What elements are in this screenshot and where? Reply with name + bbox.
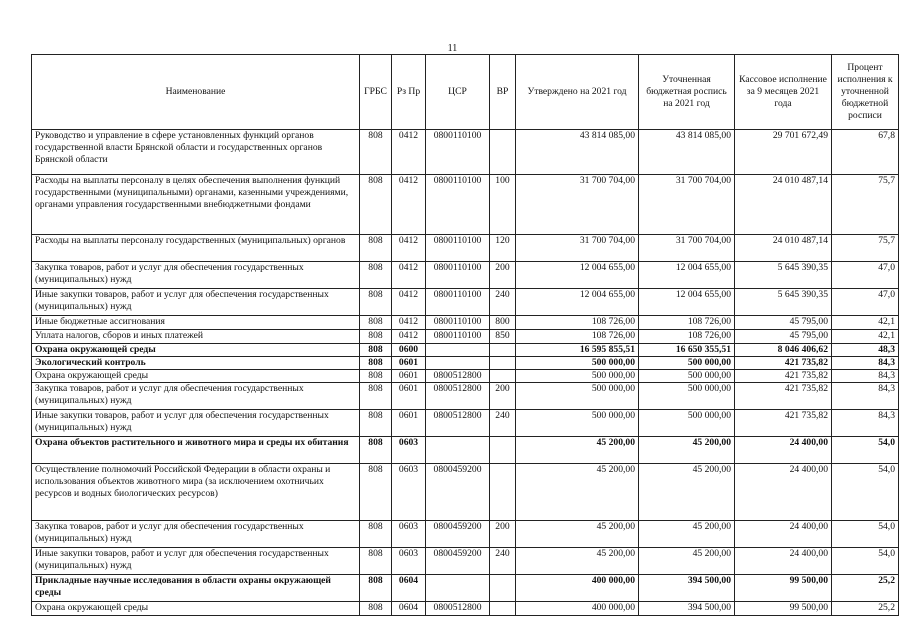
- row-refined: 12 004 655,00: [639, 289, 735, 316]
- row-grbs: 808: [360, 370, 392, 383]
- row-percent: 84,3: [832, 357, 899, 370]
- row-vr: 200: [490, 521, 516, 548]
- row-grbs: 808: [360, 602, 392, 616]
- row-vr: 240: [490, 548, 516, 575]
- row-cash: 5 645 390,35: [735, 289, 832, 316]
- row-approved: 45 200,00: [516, 437, 639, 464]
- row-refined: 394 500,00: [639, 602, 735, 616]
- table-row: [32, 602, 899, 616]
- row-approved: 45 200,00: [516, 548, 639, 575]
- row-refined: 500 000,00: [639, 383, 735, 410]
- row-approved: 400 000,00: [516, 602, 639, 616]
- table-row: [32, 130, 899, 175]
- row-refined: 45 200,00: [639, 521, 735, 548]
- row-cash: 8 046 406,62: [735, 344, 832, 357]
- row-refined: 43 814 085,00: [639, 130, 735, 175]
- row-csr: [426, 437, 490, 464]
- row-refined: 31 700 704,00: [639, 175, 735, 235]
- row-grbs: 808: [360, 330, 392, 344]
- table-row: [32, 330, 899, 344]
- header-csr: ЦСР: [426, 55, 490, 130]
- row-percent: 67,8: [832, 130, 899, 175]
- row-name: Закупка товаров, работ и услуг для обеспечения государственных (муниципальных) нужд: [32, 383, 360, 410]
- row-percent: 42,1: [832, 330, 899, 344]
- row-csr: 0800459200: [426, 464, 490, 521]
- header-row: [32, 55, 899, 130]
- row-refined: 12 004 655,00: [639, 262, 735, 289]
- row-csr: 0800512800: [426, 383, 490, 410]
- row-vr: 100: [490, 175, 516, 235]
- row-vr: 240: [490, 410, 516, 437]
- row-vr: [490, 357, 516, 370]
- row-percent: 54,0: [832, 464, 899, 521]
- row-percent: 84,3: [832, 370, 899, 383]
- row-rzpr: 0603: [392, 521, 426, 548]
- row-rzpr: 0601: [392, 370, 426, 383]
- header-vr: ВР: [490, 55, 516, 130]
- row-name: Иные бюджетные ассигнования: [32, 316, 360, 330]
- table-row: [32, 464, 899, 521]
- row-approved: 108 726,00: [516, 316, 639, 330]
- row-name: Прикладные научные исследования в области охраны окружающей среды: [32, 575, 360, 602]
- row-refined: 45 200,00: [639, 437, 735, 464]
- row-grbs: 808: [360, 130, 392, 175]
- row-vr: 850: [490, 330, 516, 344]
- row-name: Охрана окружающей среды: [32, 370, 360, 383]
- row-csr: 0800459200: [426, 521, 490, 548]
- row-approved: 45 200,00: [516, 521, 639, 548]
- row-percent: 54,0: [832, 521, 899, 548]
- row-vr: [490, 344, 516, 357]
- row-grbs: 808: [360, 262, 392, 289]
- row-vr: 800: [490, 316, 516, 330]
- row-cash: 24 010 487,14: [735, 175, 832, 235]
- header-percent: Процент исполнения к уточненной бюджетной росписи: [832, 55, 899, 130]
- row-refined: 500 000,00: [639, 410, 735, 437]
- row-grbs: 808: [360, 521, 392, 548]
- row-cash: 45 795,00: [735, 330, 832, 344]
- row-percent: 84,3: [832, 383, 899, 410]
- row-cash: 421 735,82: [735, 383, 832, 410]
- row-csr: [426, 575, 490, 602]
- row-csr: 0800512800: [426, 602, 490, 616]
- row-approved: 12 004 655,00: [516, 289, 639, 316]
- table-row: [32, 357, 899, 370]
- row-refined: 500 000,00: [639, 357, 735, 370]
- row-csr: 0800110100: [426, 175, 490, 235]
- row-rzpr: 0603: [392, 548, 426, 575]
- row-grbs: 808: [360, 383, 392, 410]
- row-vr: 240: [490, 289, 516, 316]
- row-name: Расходы на выплаты персоналу государственных (муниципальных) органов: [32, 235, 360, 262]
- table-row: [32, 316, 899, 330]
- row-refined: 500 000,00: [639, 370, 735, 383]
- row-rzpr: 0412: [392, 330, 426, 344]
- row-csr: 0800110100: [426, 130, 490, 175]
- row-approved: 500 000,00: [516, 370, 639, 383]
- row-csr: 0800512800: [426, 410, 490, 437]
- table-row: [32, 575, 899, 602]
- header-rzpr: Рз Пр: [392, 55, 426, 130]
- row-cash: 24 400,00: [735, 464, 832, 521]
- row-grbs: 808: [360, 289, 392, 316]
- row-grbs: 808: [360, 464, 392, 521]
- row-name: Охрана объектов растительного и животного мира и среды их обитания: [32, 437, 360, 464]
- row-csr: 0800110100: [426, 235, 490, 262]
- row-percent: 25,2: [832, 602, 899, 616]
- row-cash: 24 400,00: [735, 521, 832, 548]
- table-row: [32, 437, 899, 464]
- row-vr: 200: [490, 262, 516, 289]
- row-csr: 0800110100: [426, 262, 490, 289]
- row-refined: 394 500,00: [639, 575, 735, 602]
- row-csr: [426, 357, 490, 370]
- row-rzpr: 0412: [392, 130, 426, 175]
- row-refined: 31 700 704,00: [639, 235, 735, 262]
- row-percent: 47,0: [832, 262, 899, 289]
- row-rzpr: 0600: [392, 344, 426, 357]
- row-approved: 108 726,00: [516, 330, 639, 344]
- table-row: [32, 410, 899, 437]
- row-name: Иные закупки товаров, работ и услуг для обеспечения государственных (муниципальных) нужд: [32, 410, 360, 437]
- row-refined: 16 650 355,51: [639, 344, 735, 357]
- row-vr: [490, 464, 516, 521]
- row-cash: 24 400,00: [735, 437, 832, 464]
- page-number: 11: [447, 43, 458, 54]
- row-cash: 29 701 672,49: [735, 130, 832, 175]
- row-rzpr: 0412: [392, 289, 426, 316]
- row-name: Охрана окружающей среды: [32, 344, 360, 357]
- header-refined: Уточненная бюджетная роспись на 2021 год: [639, 55, 735, 130]
- row-cash: 5 645 390,35: [735, 262, 832, 289]
- row-rzpr: 0603: [392, 437, 426, 464]
- row-vr: [490, 602, 516, 616]
- row-rzpr: 0412: [392, 316, 426, 330]
- row-grbs: 808: [360, 175, 392, 235]
- row-rzpr: 0604: [392, 575, 426, 602]
- row-grbs: 808: [360, 548, 392, 575]
- table-row: [32, 344, 899, 357]
- row-rzpr: 0412: [392, 262, 426, 289]
- row-percent: 25,2: [832, 575, 899, 602]
- row-name: Закупка товаров, работ и услуг для обеспечения государственных (муниципальных) нужд: [32, 521, 360, 548]
- row-grbs: 808: [360, 316, 392, 330]
- row-csr: [426, 344, 490, 357]
- row-name: Экологический контроль: [32, 357, 360, 370]
- row-name: Охрана окружающей среды: [32, 602, 360, 616]
- row-cash: 421 735,82: [735, 357, 832, 370]
- row-cash: 99 500,00: [735, 602, 832, 616]
- row-percent: 54,0: [832, 437, 899, 464]
- row-approved: 500 000,00: [516, 357, 639, 370]
- header-grbs: ГРБС: [360, 55, 392, 130]
- row-cash: 421 735,82: [735, 370, 832, 383]
- row-refined: 45 200,00: [639, 548, 735, 575]
- row-percent: 84,3: [832, 410, 899, 437]
- row-approved: 500 000,00: [516, 383, 639, 410]
- row-rzpr: 0604: [392, 602, 426, 616]
- row-percent: 75,7: [832, 175, 899, 235]
- table-row: [32, 521, 899, 548]
- row-grbs: 808: [360, 357, 392, 370]
- row-rzpr: 0412: [392, 175, 426, 235]
- row-grbs: 808: [360, 437, 392, 464]
- row-vr: [490, 370, 516, 383]
- row-csr: 0800110100: [426, 289, 490, 316]
- row-grbs: 808: [360, 410, 392, 437]
- header-approved: Утверждено на 2021 год: [516, 55, 639, 130]
- row-approved: 31 700 704,00: [516, 235, 639, 262]
- row-approved: 400 000,00: [516, 575, 639, 602]
- row-percent: 54,0: [832, 548, 899, 575]
- row-approved: 12 004 655,00: [516, 262, 639, 289]
- row-approved: 16 595 855,51: [516, 344, 639, 357]
- row-cash: 421 735,82: [735, 410, 832, 437]
- row-grbs: 808: [360, 235, 392, 262]
- row-cash: 45 795,00: [735, 316, 832, 330]
- row-csr: 0800110100: [426, 330, 490, 344]
- table-row: [32, 370, 899, 383]
- row-percent: 75,7: [832, 235, 899, 262]
- table-row: [32, 383, 899, 410]
- table-row: [32, 289, 899, 316]
- header-name: Наименование: [32, 55, 360, 130]
- row-vr: [490, 437, 516, 464]
- row-rzpr: 0412: [392, 235, 426, 262]
- table-row: [32, 548, 899, 575]
- row-rzpr: 0601: [392, 410, 426, 437]
- row-cash: 24 010 487,14: [735, 235, 832, 262]
- row-approved: 43 814 085,00: [516, 130, 639, 175]
- header-cash: Кассовое исполнение за 9 месяцев 2021 года: [735, 55, 832, 130]
- row-approved: 45 200,00: [516, 464, 639, 521]
- row-name: Руководство и управление в сфере установленных функций органов государственной власти Брянской области и государственных органов Брянской области: [32, 130, 360, 175]
- row-refined: 45 200,00: [639, 464, 735, 521]
- row-rzpr: 0603: [392, 464, 426, 521]
- row-name: Уплата налогов, сборов и иных платежей: [32, 330, 360, 344]
- row-csr: 0800459200: [426, 548, 490, 575]
- row-rzpr: 0601: [392, 357, 426, 370]
- row-approved: 31 700 704,00: [516, 175, 639, 235]
- row-vr: [490, 130, 516, 175]
- row-vr: [490, 575, 516, 602]
- row-grbs: 808: [360, 575, 392, 602]
- budget-execution-table: [31, 54, 899, 616]
- row-csr: 0800512800: [426, 370, 490, 383]
- row-percent: 48,3: [832, 344, 899, 357]
- row-cash: 24 400,00: [735, 548, 832, 575]
- row-name: Осуществление полномочий Российской Федерации в области охраны и использования объектов животного мира (за исключением охотничьих ресурсов и водных биологических ресурсов): [32, 464, 360, 521]
- row-name: Иные закупки товаров, работ и услуг для обеспечения государственных (муниципальных) нужд: [32, 289, 360, 316]
- row-rzpr: 0601: [392, 383, 426, 410]
- row-name: Иные закупки товаров, работ и услуг для обеспечения государственных (муниципальных) нужд: [32, 548, 360, 575]
- row-name: Закупка товаров, работ и услуг для обеспечения государственных (муниципальных) нужд: [32, 262, 360, 289]
- row-csr: 0800110100: [426, 316, 490, 330]
- row-cash: 99 500,00: [735, 575, 832, 602]
- table-row: [32, 175, 899, 235]
- row-vr: 120: [490, 235, 516, 262]
- row-grbs: 808: [360, 344, 392, 357]
- row-refined: 108 726,00: [639, 330, 735, 344]
- table-row: [32, 235, 899, 262]
- row-approved: 500 000,00: [516, 410, 639, 437]
- row-vr: 200: [490, 383, 516, 410]
- row-name: Расходы на выплаты персоналу в целях обеспечения выполнения функций государственными (муниципальными) органами, казенными учреждениями, органами управления государственными внебюджетными фондами: [32, 175, 360, 235]
- row-percent: 42,1: [832, 316, 899, 330]
- row-percent: 47,0: [832, 289, 899, 316]
- row-refined: 108 726,00: [639, 316, 735, 330]
- table-row: [32, 262, 899, 289]
